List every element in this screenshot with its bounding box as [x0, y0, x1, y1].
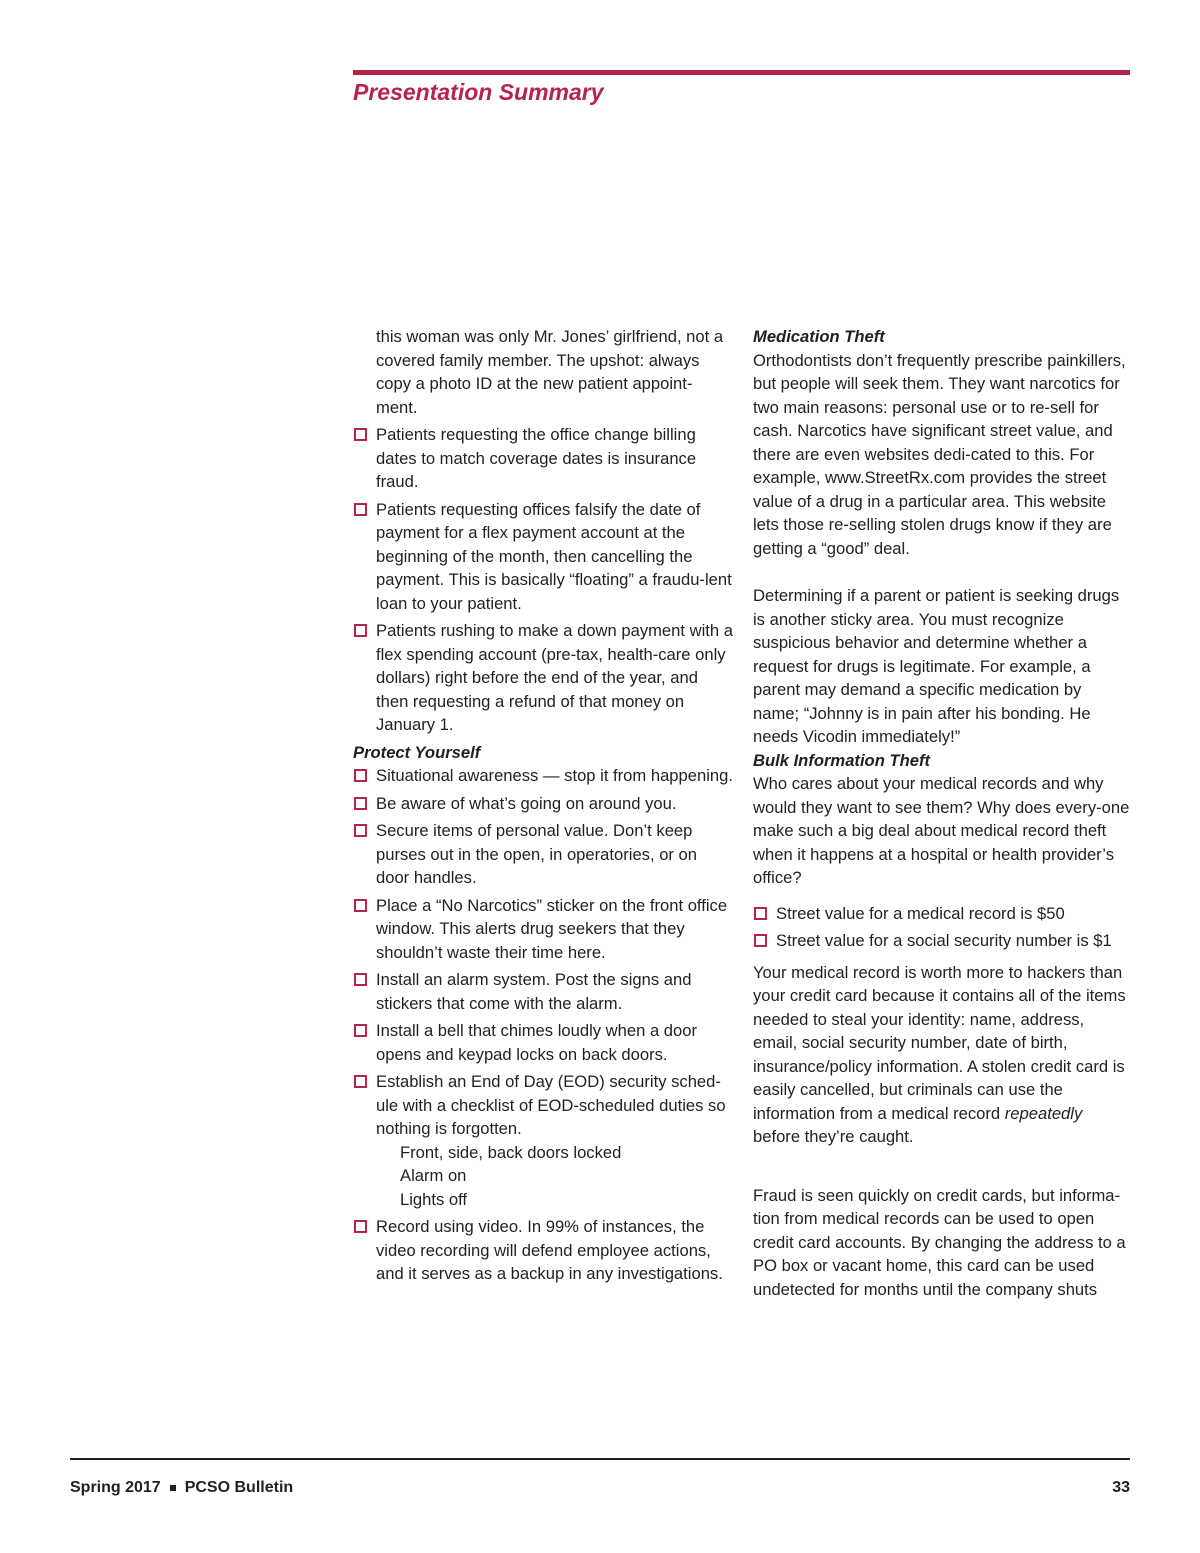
street-value-list [753, 902, 1130, 953]
body-paragraph: Your medical record is worth more to hackers than your credit card because it contains all of the items needed to steal your identity: name, address, email, social security number, date of birth, insurance/policy information. A stolen credit card is easily cancelled, but criminals can use the information from a medical record repeatedly before they’re caught. [753, 962, 1126, 1146]
eod-item: Alarm on [400, 1166, 467, 1185]
page-number: 33 [1112, 1479, 1130, 1496]
body-paragraph: Orthodontists don’t frequently prescribe painkillers, but people will seek them. They want narcotics for two main reasons: personal use or to re-sell for cash. Narcotics have significant street value, and there are even websites dedi-cated to this. For example, www.StreetRx.com provides the street value of a drug in a particular area. This website lets those re-selling stolen drugs know if they are getting a “good” deal. [753, 350, 1126, 558]
list-item: Street value for a medical record is $50 [753, 902, 1130, 926]
checkbox-bullet-icon [354, 428, 367, 441]
checkbox-bullet-icon [354, 1024, 367, 1037]
continued-paragraph: this woman was only Mr. Jones’ girlfriend, not a covered family member. The upshot: always copy a photo ID at the new patient appoint-ment. [376, 327, 724, 417]
footer-rule [70, 1458, 1130, 1460]
bulk-information-theft-heading: Bulk Information Theft [753, 750, 930, 770]
protect-list [353, 764, 733, 1286]
footer-season: Spring 2017 [70, 1479, 161, 1496]
square-separator-icon [170, 1485, 176, 1491]
list-item: Be aware of what’s going on around you. [353, 792, 733, 816]
eod-item: Front, side, back doors locked [400, 1142, 622, 1162]
fraud-list [353, 423, 733, 737]
list-item: Patients rushing to make a down payment with a flex spending account (pre-tax, health-care only dollars) right before the end of the year, and then requesting a refund of that money on January 1. [353, 619, 733, 737]
checkbox-bullet-icon [354, 973, 367, 986]
footer-publication [70, 1479, 293, 1497]
protect-yourself-heading: Protect Yourself [353, 742, 481, 762]
header-rule [353, 70, 1130, 75]
checkbox-bullet-icon [354, 1220, 367, 1233]
eod-item: Lights off [400, 1189, 468, 1209]
medication-theft-heading: Medication Theft [753, 327, 885, 346]
footer-publication-name: PCSO Bulletin [184, 1479, 294, 1496]
checkbox-bullet-icon [754, 934, 767, 947]
eod-checklist [376, 1141, 733, 1212]
list-item: Place a “No Narcotics” sticker on the front office window. This alerts drug seekers that they shouldn’t waste their time here. [353, 894, 733, 965]
list-item: Record using video. In 99% of instances, the video recording will defend employee actions, and it serves as a backup in any investigations. [353, 1215, 733, 1286]
checkbox-bullet-icon [354, 899, 367, 912]
list-item: Install an alarm system. Post the signs and stickers that come with the alarm. [353, 968, 733, 1015]
checkbox-bullet-icon [354, 797, 367, 810]
body-paragraph: Fraud is seen quickly on credit cards, but informa-tion from medical records can be used to open credit card accounts. By changing the address to a PO box or vacant home, this card can be used undetected for months until the company shuts [753, 1185, 1126, 1299]
list-item: Situational awareness — stop it from happening. [353, 764, 733, 788]
emphasis-text: repeatedly [1004, 1103, 1083, 1123]
checkbox-bullet-icon [354, 769, 367, 782]
checkbox-bullet-icon [354, 624, 367, 637]
checkbox-bullet-icon [354, 503, 367, 516]
list-item: Patients requesting the office change billing dates to match coverage dates is insurance fraud. [353, 423, 733, 494]
list-item: Establish an End of Day (EOD) security sched-ule with a checklist of EOD-scheduled duties so nothing is forgotten. Front, side, back doors locked Alarm on Lights off [353, 1070, 733, 1211]
right-column [753, 325, 1130, 1301]
body-paragraph: Determining if a parent or patient is seeking drugs is another sticky area. You must recognize suspicious behavior and determine whether a request for drugs is legitimate. For example, a parent may demand a specific medication by name; “Johnny is in pain after his bonding. He needs Vicodin immediately!” [753, 586, 1120, 746]
checkbox-bullet-icon [354, 1075, 367, 1088]
list-item: Street value for a social security number is $1 [753, 929, 1130, 953]
checkbox-bullet-icon [354, 824, 367, 837]
list-item: Patients requesting offices falsify the date of payment for a flex payment account at the beginning of the month, then cancelling the payment. This is basically “floating” a fraudu-lent loan to your patient. [353, 498, 733, 616]
list-item: Install a bell that chimes loudly when a door opens and keypad locks on back doors. [353, 1019, 733, 1066]
checkbox-bullet-icon [754, 907, 767, 920]
list-item: Secure items of personal value. Don’t keep purses out in the open, in operatories, or on door handles. [353, 819, 733, 890]
left-column [353, 325, 733, 1290]
body-paragraph: Who cares about your medical records and why would they want to see them? Why does every-one make such a big deal about medical record theft when it happens at a hospital or health provider’s office? [753, 774, 1130, 887]
section-title: Presentation Summary [353, 79, 604, 105]
